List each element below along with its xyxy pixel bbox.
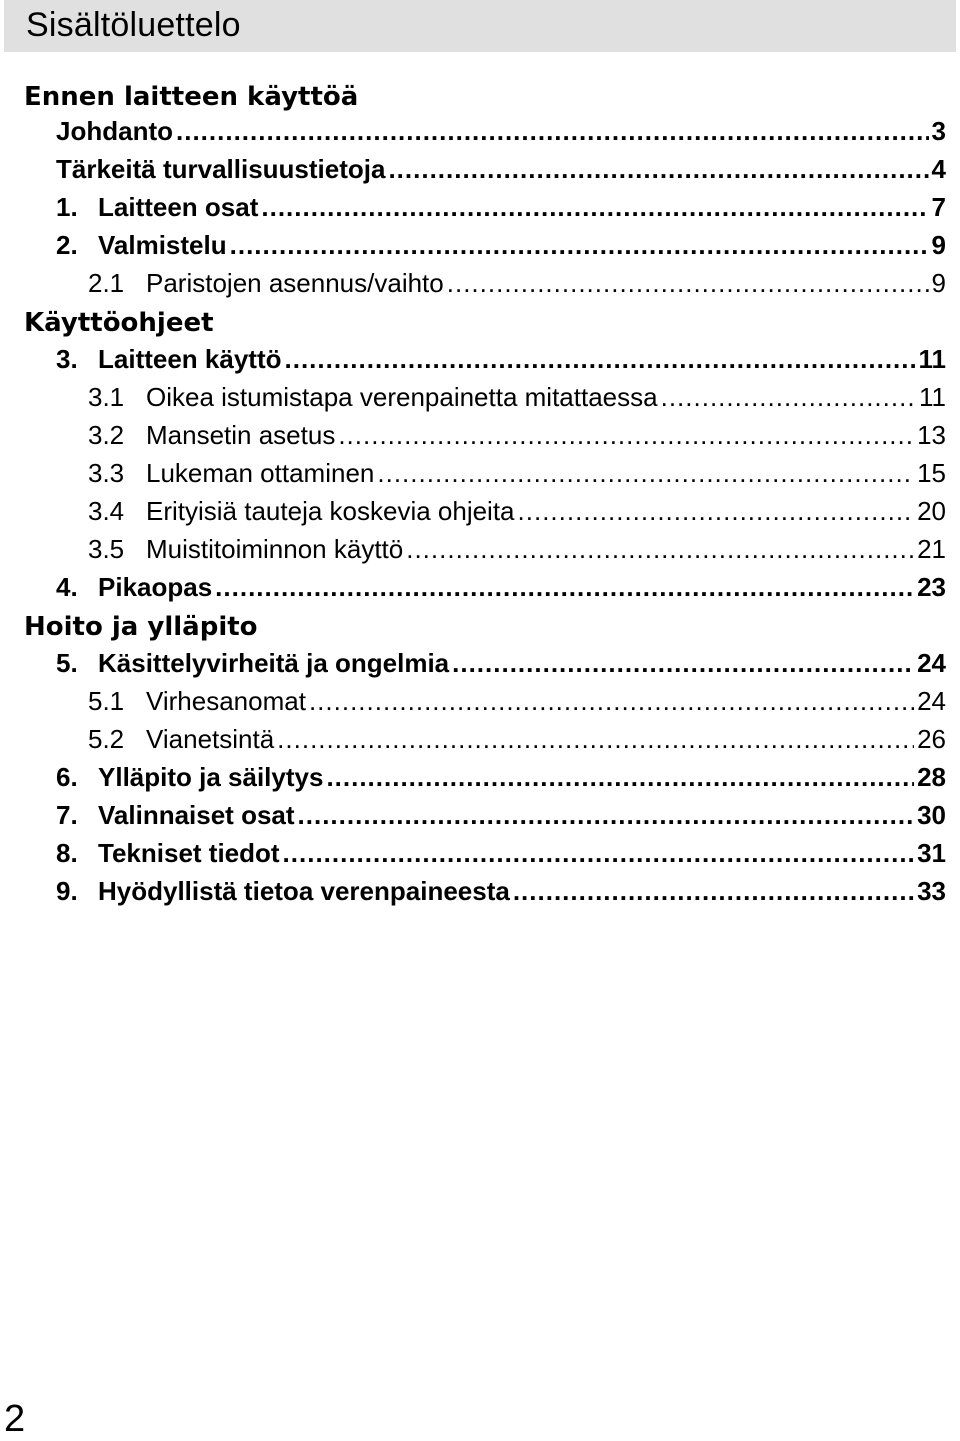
dot-leader: [277, 724, 914, 755]
dot-leader: [285, 344, 916, 375]
toc-entry-sitting-posture[interactable]: [88, 382, 946, 414]
dot-leader: [447, 268, 929, 299]
toc-entry-number: 6.: [56, 762, 78, 792]
toc-entry-number: 3.5: [88, 534, 125, 564]
page-number: 2: [4, 1398, 26, 1440]
dot-leader: [326, 762, 914, 793]
title-bar: [4, 0, 956, 52]
toc-entry-page: 9: [931, 230, 946, 260]
toc-entry-label: Lukeman ottaminen: [146, 458, 375, 488]
toc-entry-page: 24: [917, 686, 946, 716]
toc-entry-page: 24: [917, 648, 946, 678]
dot-leader: [298, 800, 915, 831]
toc-entry-page: 11: [919, 382, 946, 412]
toc-entry-label: Tekniset tiedot: [98, 838, 280, 868]
toc-entry-page: 4: [931, 154, 946, 184]
toc-entry-page: 11: [918, 344, 946, 374]
toc-entry-label: Tärkeitä turvallisuustietoja: [56, 154, 386, 184]
toc-entry-page: 26: [917, 724, 946, 754]
dot-leader: [377, 458, 914, 489]
toc-entry-number: 3.1: [88, 382, 125, 412]
dot-leader: [215, 572, 914, 603]
toc-entry-number: 5.: [56, 648, 78, 678]
toc-entry-page: 13: [917, 420, 946, 450]
toc-entry-page: 15: [917, 458, 946, 488]
dot-leader: [338, 420, 914, 451]
section-heading-care-maintenance: Hoito ja ylläpito: [24, 612, 258, 642]
toc-entry-label: Valinnaiset osat: [98, 800, 295, 830]
dot-leader: [283, 838, 915, 869]
toc-entry-preparation[interactable]: [56, 230, 946, 262]
toc-entry-number: 5.1: [88, 686, 125, 716]
toc-entry-page: 28: [917, 762, 946, 792]
toc-entry-label: Pikaopas: [98, 572, 213, 602]
toc-entry-label: Johdanto: [56, 116, 173, 146]
toc-entry-number: 3.3: [88, 458, 125, 488]
toc-entry-page: 20: [917, 496, 946, 526]
toc-entry-page: 31: [917, 838, 946, 868]
toc-entry-special-diseases[interactable]: [88, 496, 946, 528]
toc-entry-battery-install[interactable]: [88, 268, 946, 300]
dot-leader: [388, 154, 928, 185]
toc-entry-label: Paristojen asennus/vaihto: [146, 268, 444, 298]
toc-entry-errors-problems[interactable]: [56, 648, 946, 680]
toc-entry-label: Ylläpito ja säilytys: [98, 762, 324, 792]
toc-entry-number: 9.: [56, 876, 78, 906]
toc-entry-page: 3: [931, 116, 946, 146]
toc-entry-label: Hyödyllistä tietoa verenpaineesta: [98, 876, 510, 906]
toc-entry-introduction[interactable]: [56, 116, 946, 148]
dot-leader: [176, 116, 929, 147]
toc-entry-device-use[interactable]: [56, 344, 946, 376]
toc-entry-memory-function[interactable]: [88, 534, 946, 566]
dot-leader: [452, 648, 914, 679]
toc-entry-label: Valmistelu: [98, 230, 227, 260]
toc-entry-label: Erityisiä tauteja koskevia ohjeita: [146, 496, 515, 526]
dot-leader: [513, 876, 914, 907]
toc-entry-maintenance-storage[interactable]: [56, 762, 946, 794]
toc-entry-number: 3.: [56, 344, 78, 374]
dot-leader: [309, 686, 914, 717]
toc-entry-label: Käsittelyvirheitä ja ongelmia: [98, 648, 450, 678]
section-heading-instructions: Käyttöohjeet: [24, 308, 214, 338]
toc-entry-number: 4.: [56, 572, 78, 602]
toc-entry-safety-info[interactable]: [56, 154, 946, 186]
toc-entry-label: Vianetsintä: [146, 724, 275, 754]
dot-leader: [406, 534, 914, 565]
toc-entry-label: Virhesanomat: [146, 686, 306, 716]
toc-entry-page: 7: [931, 192, 946, 222]
toc-entry-page: 30: [917, 800, 946, 830]
toc-entry-page: 21: [917, 534, 946, 564]
dot-leader: [518, 496, 915, 527]
toc-entry-label: Muistitoiminnon käyttö: [146, 534, 404, 564]
section-heading-before-use: Ennen laitteen käyttöä: [24, 82, 359, 112]
toc-entry-number: 7.: [56, 800, 78, 830]
toc-entry-label: Laitteen osat: [98, 192, 259, 222]
toc-entry-device-parts[interactable]: [56, 192, 946, 224]
toc-entry-number: 2.1: [88, 268, 125, 298]
dot-leader: [661, 382, 916, 413]
dot-leader: [261, 192, 928, 223]
page-title: Sisältöluettelo: [26, 6, 241, 44]
toc-entry-label: Oikea istumistapa verenpainetta mitattaessa: [146, 382, 658, 412]
toc-entry-number: 3.2: [88, 420, 125, 450]
toc-entry-quick-guide[interactable]: [56, 572, 946, 604]
toc-entry-taking-reading[interactable]: [88, 458, 946, 490]
toc-entry-label: Laitteen käyttö: [98, 344, 282, 374]
toc-entry-number: 5.2: [88, 724, 125, 754]
toc-entry-error-messages[interactable]: [88, 686, 946, 718]
toc-entry-cuff-setup[interactable]: [88, 420, 946, 452]
toc-entry-number: 3.4: [88, 496, 125, 526]
toc-entry-page: 23: [917, 572, 946, 602]
toc-entry-troubleshooting[interactable]: [88, 724, 946, 756]
toc-entry-page: 33: [917, 876, 946, 906]
toc-entry-blood-pressure-info[interactable]: [56, 876, 946, 908]
toc-entry-number: 8.: [56, 838, 78, 868]
toc-entry-label: Mansetin asetus: [146, 420, 336, 450]
toc-entry-technical-data[interactable]: [56, 838, 946, 870]
toc-entry-number: 2.: [56, 230, 78, 260]
toc-entry-optional-parts[interactable]: [56, 800, 946, 832]
toc-entry-number: 1.: [56, 192, 78, 222]
toc-entry-page: 9: [931, 268, 946, 298]
dot-leader: [230, 230, 929, 261]
